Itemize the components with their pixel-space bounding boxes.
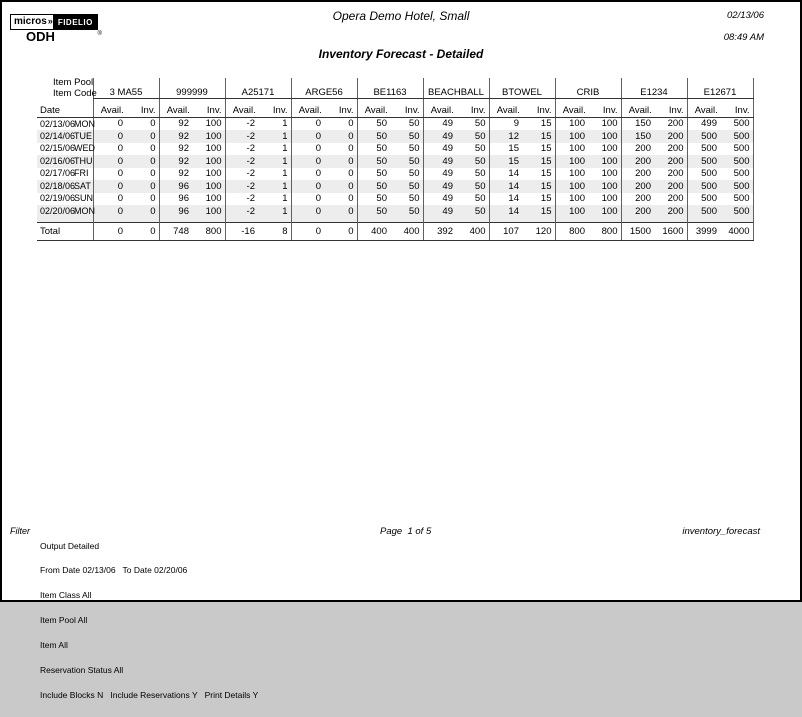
inv-cell: 15	[527, 168, 555, 181]
inv-cell: 500	[725, 205, 753, 218]
item-code: BEACHBALL	[423, 88, 489, 99]
avail-cell: 49	[442, 193, 453, 204]
avail-cell: 500	[701, 168, 717, 179]
item-code: BTOWEL	[489, 88, 555, 99]
avail-cell: -2	[246, 143, 255, 154]
inv-header: Inv.	[725, 99, 753, 118]
inv-cell: 15	[527, 193, 555, 206]
avail-cell: 50	[376, 193, 387, 204]
inv-cell: 50	[461, 118, 489, 131]
avail-cell: 100	[569, 155, 585, 167]
total-inv-cell: 120	[527, 223, 555, 241]
inv-cell: 15	[527, 143, 555, 156]
inv-cell: 100	[593, 193, 621, 206]
property-code: ODH	[26, 29, 55, 44]
inv-cell: 50	[461, 143, 489, 156]
avail-cell: 49	[442, 205, 453, 217]
item-code-row	[37, 88, 753, 99]
date-cell	[37, 130, 93, 143]
avail-cell: 50	[376, 168, 387, 179]
print-date: 02/13/06	[727, 10, 764, 21]
total-inv-cell: 0	[131, 223, 159, 241]
avail-cell: 14	[508, 193, 519, 204]
avail-cell: 0	[93, 130, 131, 143]
inv-cell: 100	[197, 155, 225, 168]
inv-cell: 100	[593, 180, 621, 193]
avail-cell: 0	[315, 155, 321, 167]
avail-cell: 0	[315, 118, 321, 130]
date-cell	[37, 193, 93, 206]
inv-header: Inv.	[263, 99, 291, 118]
avail-cell: 100	[569, 180, 585, 192]
inv-cell: 100	[197, 118, 225, 131]
inv-cell: 100	[593, 118, 621, 131]
inv-cell: 50	[395, 143, 423, 156]
avail-cell: 0	[93, 143, 131, 156]
inv-cell: 50	[395, 130, 423, 143]
avail-cell: 200	[635, 180, 651, 192]
inv-cell: 50	[461, 193, 489, 206]
report-file-name: inventory_forecast	[682, 526, 760, 537]
avail-header: Avail.	[687, 99, 725, 118]
row-date: 02/17/06	[40, 168, 76, 179]
row-day: FRI	[74, 168, 89, 179]
row-day: SUN	[74, 193, 94, 204]
table-row	[37, 180, 753, 193]
row-date: 02/20/06	[40, 205, 76, 216]
inv-cell: 15	[527, 118, 555, 131]
avail-cell: 0	[315, 180, 321, 192]
row-day: MON	[74, 205, 95, 216]
item-code: CRIB	[555, 88, 621, 99]
inv-cell: 50	[461, 130, 489, 143]
avail-cell: 50	[376, 143, 387, 154]
inv-cell: 500	[725, 193, 753, 206]
table-row	[37, 205, 753, 218]
item-code: E12671	[687, 88, 753, 99]
inv-cell: 0	[131, 155, 159, 168]
avail-cell: 0	[93, 155, 131, 168]
total-inv-cell: 4000	[725, 223, 753, 241]
filter-line: Item Class All	[40, 590, 92, 601]
total-avail-cell: -16	[225, 223, 263, 241]
avail-cell: 96	[178, 180, 189, 192]
avail-cell: 500	[701, 180, 717, 192]
avail-header: Avail.	[159, 99, 197, 118]
row-date: 02/16/06	[40, 155, 76, 166]
date-cell	[37, 118, 93, 131]
inv-cell: 15	[527, 205, 555, 218]
inv-cell: 500	[725, 130, 753, 143]
avail-cell: -2	[246, 118, 255, 130]
avail-cell: -2	[246, 130, 255, 142]
inv-header: Inv.	[395, 99, 423, 118]
inv-cell: 0	[329, 155, 357, 168]
logo-chevron-icon: »	[48, 14, 53, 30]
avail-header: Avail.	[357, 99, 395, 118]
avail-cell: 49	[442, 180, 453, 192]
filter-line: Item All	[40, 640, 68, 651]
avail-cell: -2	[246, 168, 255, 179]
inv-header: Inv.	[131, 99, 159, 118]
avail-cell: 500	[701, 155, 717, 167]
avail-cell: 49	[442, 155, 453, 167]
inv-cell: 50	[395, 193, 423, 206]
table-row	[37, 193, 753, 206]
inv-cell: 15	[527, 180, 555, 193]
inv-cell: 0	[329, 180, 357, 193]
table-row	[37, 118, 753, 131]
avail-cell: 50	[376, 118, 387, 130]
item-code-label: Item Code	[53, 87, 97, 99]
avail-cell: 500	[701, 143, 717, 154]
registered-trademark-icon: ®	[97, 31, 102, 37]
avail-cell: 92	[178, 168, 189, 179]
inv-cell: 0	[329, 118, 357, 131]
avail-header: Avail.	[93, 99, 131, 118]
avail-cell: -2	[246, 205, 255, 217]
row-date: 02/13/06	[40, 118, 76, 129]
inv-header: Inv.	[329, 99, 357, 118]
avail-cell: 50	[376, 130, 387, 142]
inv-cell: 0	[131, 143, 159, 156]
avail-cell: 500	[701, 205, 717, 217]
avail-cell: 0	[93, 180, 131, 193]
inv-cell: 1	[263, 130, 291, 143]
total-avail-cell: 800	[555, 223, 593, 241]
avail-cell: 92	[178, 118, 189, 130]
column-header-row	[37, 99, 753, 118]
avail-header: Avail.	[423, 99, 461, 118]
inv-cell: 200	[659, 118, 687, 131]
total-row	[37, 223, 753, 241]
inv-cell: 500	[725, 168, 753, 181]
inv-cell: 0	[329, 130, 357, 143]
item-code: 3 MA55	[93, 88, 159, 99]
total-label: Total	[37, 223, 93, 241]
avail-cell: 0	[315, 143, 321, 154]
hotel-name: Opera Demo Hotel, Small	[332, 9, 470, 23]
avail-cell: 200	[635, 205, 651, 217]
item-code: BE1163	[357, 88, 423, 99]
total-inv-cell: 1600	[659, 223, 687, 241]
inv-cell: 100	[197, 180, 225, 193]
table-row	[37, 143, 753, 156]
filter-line: Item Pool All	[40, 615, 88, 626]
inv-cell: 0	[131, 193, 159, 206]
avail-cell: 92	[178, 155, 189, 167]
avail-cell: 50	[376, 155, 387, 167]
inv-cell: 1	[263, 118, 291, 131]
inv-cell: 0	[329, 193, 357, 206]
avail-cell: 12	[508, 130, 519, 142]
avail-cell: 15	[508, 155, 519, 167]
avail-cell: 200	[635, 155, 651, 167]
avail-cell: 92	[178, 143, 189, 154]
inv-cell: 50	[395, 118, 423, 131]
row-date: 02/14/06	[40, 130, 76, 141]
total-avail-cell: 0	[291, 223, 329, 241]
item-code: E1234	[621, 88, 687, 99]
inv-cell: 1	[263, 180, 291, 193]
total-avail-cell: 1500	[621, 223, 659, 241]
avail-cell: 150	[635, 118, 651, 130]
forecast-table	[37, 78, 754, 241]
avail-cell: 96	[178, 193, 189, 204]
inv-header: Inv.	[461, 99, 489, 118]
inv-cell: 200	[659, 130, 687, 143]
page-number: Page 1 of 5	[380, 526, 432, 537]
date-cell	[37, 180, 93, 193]
filter-label: Filter	[10, 526, 30, 536]
avail-cell: 50	[376, 205, 387, 217]
inv-cell: 100	[197, 143, 225, 156]
inv-cell: 1	[263, 143, 291, 156]
avail-cell: 9	[513, 118, 519, 130]
inv-cell: 100	[197, 205, 225, 218]
avail-cell: 0	[93, 118, 131, 131]
inv-cell: 0	[131, 130, 159, 143]
avail-cell: 0	[93, 205, 131, 218]
total-avail-cell: 0	[93, 223, 131, 241]
inv-cell: 100	[197, 193, 225, 206]
avail-cell: 0	[315, 205, 321, 217]
avail-cell: 14	[508, 168, 519, 179]
inv-cell: 100	[197, 130, 225, 143]
inv-cell: 100	[593, 205, 621, 218]
avail-cell: 200	[635, 143, 651, 154]
avail-cell: 15	[508, 143, 519, 154]
logo-fidelio-text: FIDELIO	[53, 14, 98, 30]
inv-cell: 50	[395, 155, 423, 168]
inv-header: Inv.	[659, 99, 687, 118]
inv-cell: 0	[329, 205, 357, 218]
total-avail-cell: 3999	[687, 223, 725, 241]
total-avail-cell: 748	[159, 223, 197, 241]
inv-cell: 50	[461, 155, 489, 168]
inv-cell: 200	[659, 155, 687, 168]
avail-cell: 200	[635, 193, 651, 204]
inv-cell: 100	[593, 168, 621, 181]
avail-cell: 49	[442, 130, 453, 142]
item-pool-label: Item Pool	[53, 77, 94, 89]
avail-cell: -2	[246, 155, 255, 167]
inv-cell: 1	[263, 193, 291, 206]
item-code: ARGE56	[291, 88, 357, 99]
inv-cell: 200	[659, 168, 687, 181]
date-cell	[37, 168, 93, 181]
avail-header: Avail.	[291, 99, 329, 118]
print-time: 08:49 AM	[723, 32, 764, 43]
date-cell	[37, 205, 93, 218]
logo-micros-text: micros	[10, 14, 48, 30]
inv-cell: 0	[131, 118, 159, 131]
avail-cell: 0	[315, 193, 321, 204]
avail-cell: 14	[508, 180, 519, 192]
avail-cell: 14	[508, 205, 519, 217]
row-day: SAT	[74, 180, 91, 191]
inv-cell: 500	[725, 143, 753, 156]
avail-header: Avail.	[621, 99, 659, 118]
inv-cell: 100	[593, 155, 621, 168]
date-label: Date	[37, 99, 93, 118]
avail-cell: 100	[569, 205, 585, 217]
inv-cell: 0	[329, 168, 357, 181]
avail-cell: 500	[701, 130, 717, 142]
avail-cell: 100	[569, 118, 585, 130]
avail-cell: 100	[569, 130, 585, 142]
avail-cell: 100	[569, 143, 585, 154]
avail-cell: 0	[93, 193, 131, 206]
inv-cell: 50	[461, 180, 489, 193]
table-row	[37, 168, 753, 181]
avail-cell: 100	[569, 168, 585, 179]
avail-cell: 0	[93, 168, 131, 181]
total-inv-cell: 800	[593, 223, 621, 241]
avail-cell: 0	[315, 168, 321, 179]
inv-cell: 0	[131, 205, 159, 218]
filter-line: Include Blocks N Include Reservations Y Print Details Y	[40, 689, 259, 700]
inv-cell: 200	[659, 180, 687, 193]
inv-cell: 0	[131, 168, 159, 181]
total-avail-cell: 107	[489, 223, 527, 241]
avail-cell: 96	[178, 205, 189, 217]
row-day: WED	[74, 143, 95, 154]
inv-cell: 1	[263, 168, 291, 181]
inv-header: Inv.	[197, 99, 225, 118]
date-cell	[37, 143, 93, 156]
inv-cell: 50	[461, 168, 489, 181]
table-row	[37, 130, 753, 143]
filter-summary	[40, 525, 258, 716]
avail-cell: 50	[376, 180, 387, 192]
row-date: 02/18/06	[40, 180, 76, 191]
item-code: 999999	[159, 88, 225, 99]
inv-cell: 1	[263, 205, 291, 218]
avail-cell: 49	[442, 168, 453, 179]
inv-cell: 50	[395, 180, 423, 193]
total-inv-cell: 800	[197, 223, 225, 241]
avail-cell: 500	[701, 193, 717, 204]
avail-header: Avail.	[225, 99, 263, 118]
report-title: Inventory Forecast - Detailed	[318, 47, 484, 61]
inv-cell: 100	[593, 130, 621, 143]
inv-cell: 0	[329, 143, 357, 156]
inv-cell: 100	[593, 143, 621, 156]
row-day: THU	[74, 155, 93, 166]
avail-header: Avail.	[555, 99, 593, 118]
table-row	[37, 155, 753, 168]
inv-cell: 15	[527, 155, 555, 168]
date-cell	[37, 155, 93, 168]
inv-cell: 200	[659, 143, 687, 156]
avail-cell: 49	[442, 143, 453, 154]
row-day: TUE	[74, 130, 92, 141]
total-inv-cell: 400	[395, 223, 423, 241]
inv-cell: 500	[725, 180, 753, 193]
inv-cell: 1	[263, 155, 291, 168]
avail-header: Avail.	[489, 99, 527, 118]
inv-cell: 500	[725, 118, 753, 131]
total-avail-cell: 400	[357, 223, 395, 241]
row-day: MON	[74, 118, 95, 129]
row-date: 02/19/06	[40, 193, 76, 204]
avail-cell: 499	[701, 118, 717, 130]
avail-cell: 200	[635, 168, 651, 179]
inv-cell: 0	[131, 180, 159, 193]
inv-cell: 200	[659, 193, 687, 206]
total-inv-cell: 8	[263, 223, 291, 241]
row-date: 02/15/06	[40, 143, 76, 154]
inv-cell: 50	[395, 168, 423, 181]
avail-cell: 92	[178, 130, 189, 142]
total-inv-cell: 0	[329, 223, 357, 241]
inv-cell: 50	[395, 205, 423, 218]
inv-cell: 200	[659, 205, 687, 218]
avail-cell: 49	[442, 118, 453, 130]
inv-cell: 15	[527, 130, 555, 143]
total-inv-cell: 400	[461, 223, 489, 241]
filter-line: From Date 02/13/06 To Date 02/20/06	[40, 565, 188, 576]
filter-line: Output Detailed	[40, 540, 100, 551]
avail-cell: -2	[246, 193, 255, 204]
inv-cell: 100	[197, 168, 225, 181]
avail-cell: -2	[246, 180, 255, 192]
inv-cell: 50	[461, 205, 489, 218]
table-container	[37, 78, 754, 241]
avail-cell: 0	[315, 130, 321, 142]
item-code: A25171	[225, 88, 291, 99]
avail-cell: 150	[635, 130, 651, 142]
filter-line: Reservation Status All	[40, 665, 124, 676]
total-avail-cell: 392	[423, 223, 461, 241]
inv-header: Inv.	[593, 99, 621, 118]
inv-cell: 500	[725, 155, 753, 168]
avail-cell: 100	[569, 193, 585, 204]
inv-header: Inv.	[527, 99, 555, 118]
